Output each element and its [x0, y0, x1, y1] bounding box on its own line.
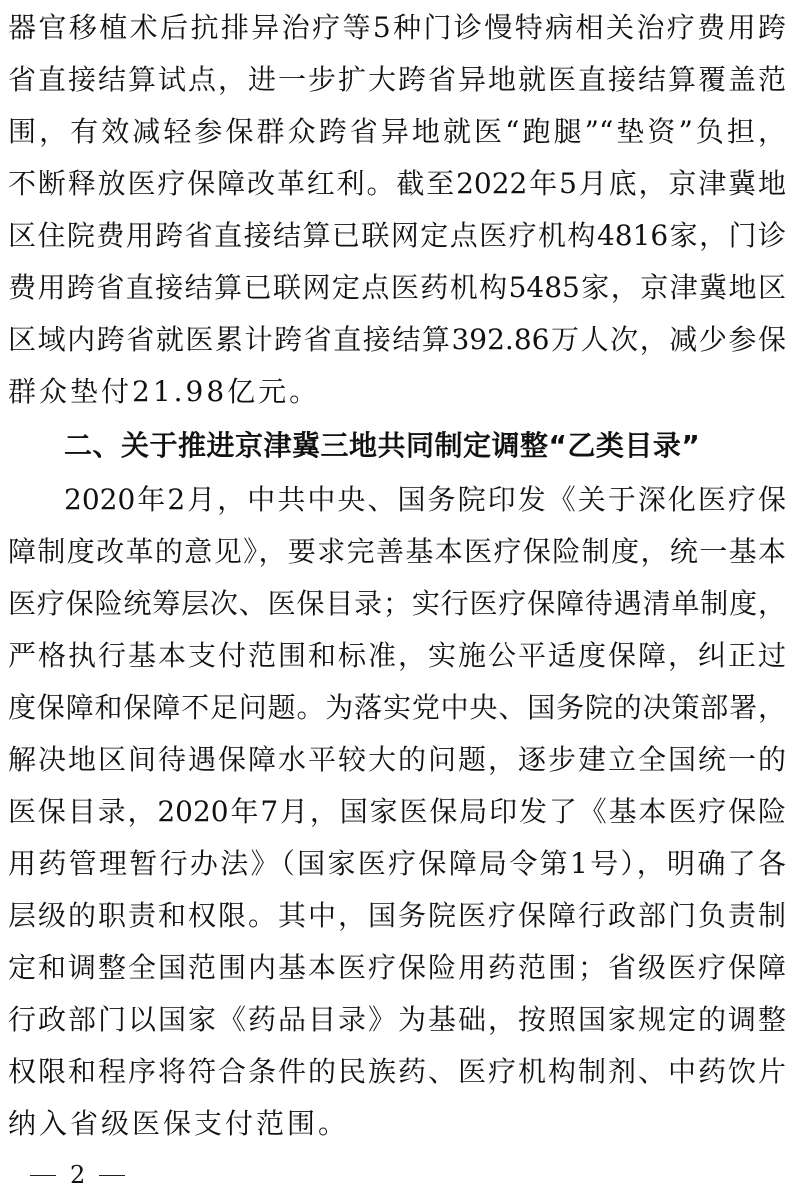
paragraph-2-line-1: 2020年2月，中共中央、国务院印发《关于深化医疗保	[64, 483, 786, 516]
paragraph-1-line-7: 区域内跨省就医累计跨省直接结算392.86万人次，减少参保	[8, 323, 786, 356]
paragraph-1-line-4: 不断释放医疗保障改革红利。截至2022年5月底，京津冀地	[8, 167, 786, 200]
paragraph-2-line-6: 解决地区间待遇保障水平较大的问题，逐步建立全国统一的	[8, 743, 786, 776]
paragraph-2-line-9: 层级的职责和权限。其中，国务院医疗保障行政部门负责制	[8, 899, 786, 932]
paragraph-2-line-13: 纳入省级医保支付范围。	[8, 1107, 350, 1140]
paragraph-2-line-8: 用药管理暂行办法》（国家医疗保障局令第1号），明确了各	[8, 847, 786, 880]
paragraph-2-line-5: 度保障和保障不足问题。为落实党中央、国务院的决策部署，	[8, 691, 786, 724]
paragraph-1-line-5: 区住院费用跨省直接结算已联网定点医疗机构4816家，门诊	[8, 219, 786, 252]
paragraph-1-line-1: 器官移植术后抗排异治疗等5种门诊慢特病相关治疗费用跨	[8, 11, 786, 44]
paragraph-1-line-6: 费用跨省直接结算已联网定点医药机构5485家，京津冀地区	[8, 271, 786, 304]
page-number: 2	[70, 1161, 86, 1189]
paragraph-2-line-11: 行政部门以国家《药品目录》为基础，按照国家规定的调整	[8, 1003, 786, 1036]
paragraph-2-line-10: 定和调整全国范围内基本医疗保险用药范围；省级医疗保障	[8, 951, 786, 984]
paragraph-2-line-12: 权限和程序将符合条件的民族药、医疗机构制剂、中药饮片	[8, 1055, 786, 1088]
right-dash-divider	[99, 1175, 125, 1176]
paragraph-2-line-7: 医保目录，2020年7月，国家医保局印发了《基本医疗保险	[8, 795, 786, 828]
paragraph-2-line-4: 严格执行基本支付范围和标准，实施公平适度保障，纠正过	[8, 639, 786, 672]
paragraph-1-line-8: 群众垫付21.98亿元。	[8, 375, 321, 408]
page-footer	[30, 1158, 125, 1192]
paragraph-1-line-2: 省直接结算试点，进一步扩大跨省异地就医直接结算覆盖范	[8, 63, 786, 96]
section-heading: 二、关于推进京津冀三地共同制定调整“乙类目录”	[64, 429, 701, 462]
paragraph-1-line-3: 围，有效减轻参保群众跨省异地就医“跑腿”“垫资”负担，	[8, 115, 786, 148]
left-dash-divider	[30, 1175, 56, 1176]
paragraph-2-line-3: 医疗保险统筹层次、医保目录；实行医疗保障待遇清单制度，	[8, 587, 786, 620]
paragraph-2-line-2: 障制度改革的意见》，要求完善基本医疗保险制度，统一基本	[8, 535, 786, 568]
